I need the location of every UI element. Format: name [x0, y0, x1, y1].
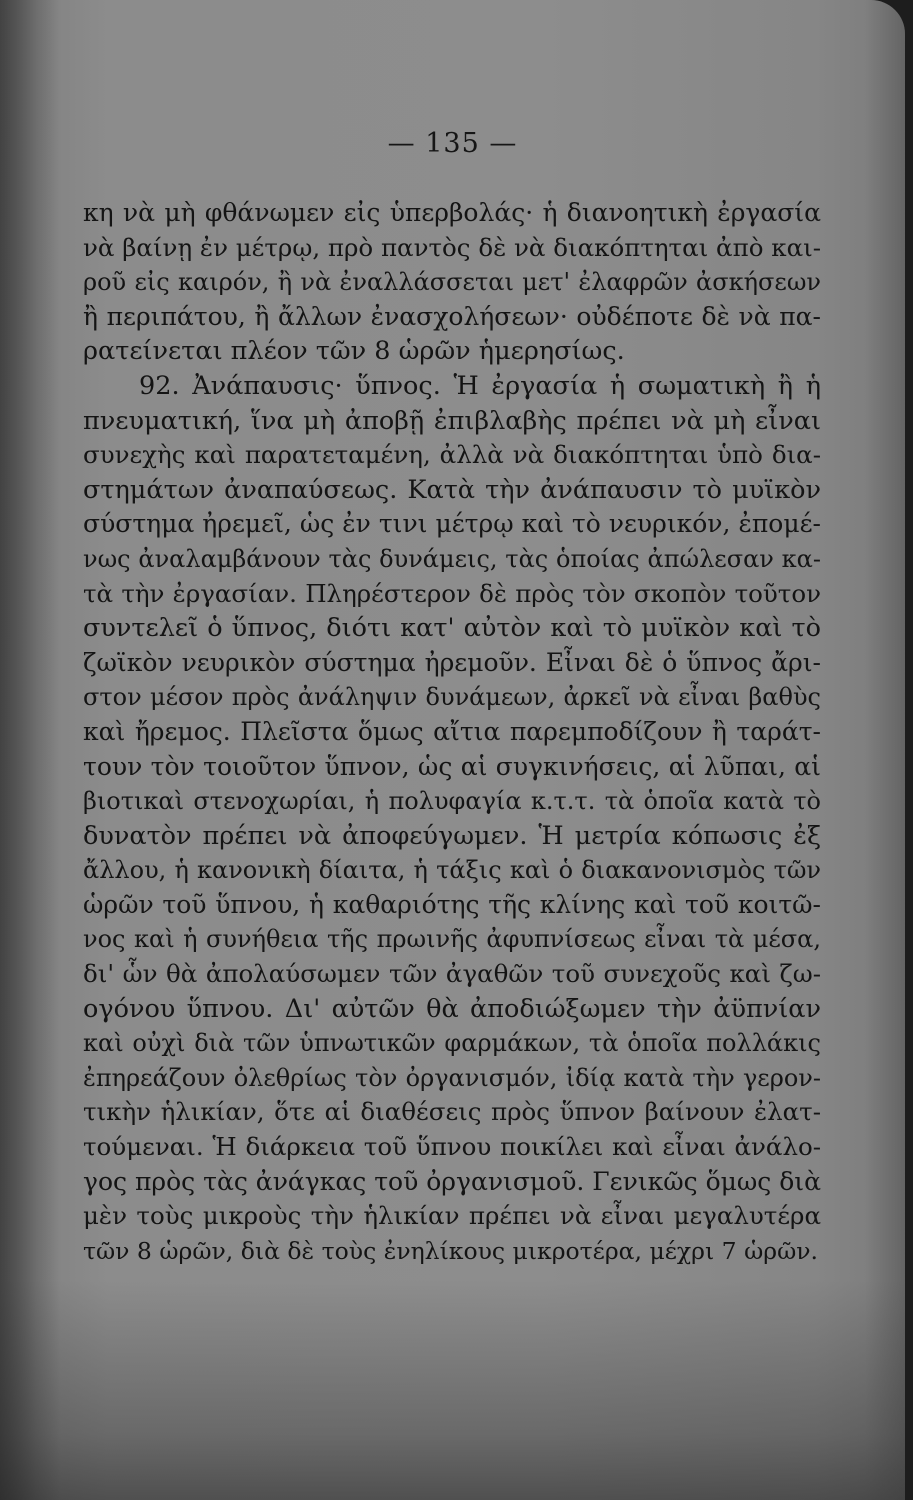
text-line: νος καὶ ἡ συνήθεια τῆς πρωινῆς ἀφυπνίσεως εἶναι τὰ μέσα, — [83, 925, 821, 954]
text-line: σύστημα ἠρεμεῖ, ὡς ἐν τινι μέτρῳ καὶ τὸ νευρικόν, ἐπομέ- — [83, 509, 821, 539]
text-line: νὰ βαίνῃ ἐν μέτρῳ, πρὸ παντὸς δὲ νὰ διακόπτηται ἀπὸ και- — [83, 232, 821, 262]
text-line: ἐπηρεάζουν ὀλεθρίως τὸν ὀργανισμόν, ἰδίᾳ κατὰ τὴν γερον- — [83, 1063, 821, 1092]
text-line: δυνατὸν πρέπει νὰ ἀποφεύγωμεν. Ἡ μετρία κόπωσις ἐξ — [83, 820, 821, 851]
text-line: ἢ περιπάτου, ἢ ἄλλων ἐνασχολήσεων· οὐδέποτε δὲ νὰ πα- — [83, 301, 821, 331]
text-line: ροῦ εἰς καιρόν, ἢ νὰ ἐναλλάσσεται μετ' ἐλαφρῶν ἀσκήσεων — [83, 268, 821, 297]
text-line: νως ἀναλαμβάνουν τὰς δυνάμεις, τὰς ὁποίας ἀπώλεσαν κα- — [83, 544, 821, 573]
text-line: ογόνου ὕπνου. Δι' αὐτῶν θὰ ἀποδιώξωμεν τὴν ἀϋπνίαν — [83, 993, 821, 1024]
text-line: τικὴν ἡλικίαν, ὅτε αἱ διαθέσεις πρὸς ὕπνον βαίνουν ἐλατ- — [83, 1097, 821, 1127]
text-line: τούμεναι. Ἡ διάρκεια τοῦ ὕπνου ποικίλει καὶ εἶναι ἀνάλο- — [83, 1132, 821, 1162]
text-line: ὡρῶν τοῦ ὕπνου, ἡ καθαριότης τῆς κλίνης καὶ τοῦ κοιτῶ- — [83, 889, 821, 919]
text-line: συνεχὴς καὶ παρατεταμένη, ἀλλὰ νὰ διακόπτηται ὑπὸ δια- — [83, 440, 821, 470]
text-line: τῶν 8 ὡρῶν, διὰ δὲ τοὺς ἐνηλίκους μικροτέρα, μέχρι 7 ὡρῶν. — [83, 1236, 818, 1265]
text-line: δι' ὧν θὰ ἀπολαύσωμεν τῶν ἀγαθῶν τοῦ συνεχοῦς καὶ ζω- — [83, 959, 821, 989]
section-heading-line: 92. Ἀνάπαυσις· ὕπνος. Ἡ ἐργασία ἡ σωματικὴ ἢ ἡ — [139, 370, 821, 401]
text-line: καὶ ἤρεμος. Πλεῖστα ὅμως αἴτια παρεμποδίζουν ἢ ταράτ- — [83, 716, 821, 746]
text-line: τουν τὸν τοιοῦτον ὕπνον, ὡς αἱ συγκινήσεις, αἱ λῦπαι, αἱ — [83, 751, 821, 781]
text-line: τὰ τὴν ἐργασίαν. Πληρέστερον δὲ πρὸς τὸν σκοπὸν τοῦτον — [83, 578, 821, 608]
text-line: καὶ οὐχὶ διὰ τῶν ὑπνωτικῶν φαρμάκων, τὰ ὁποῖα πολλάκις — [83, 1029, 821, 1058]
text-line: ζωϊκὸν νευρικὸν σύστημα ἠρεμοῦν. Εἶναι δὲ ὁ ὕπνος ἄρι- — [83, 647, 821, 677]
page-edge-shadow — [865, 0, 905, 1500]
text-line: κη νὰ μὴ φθάνωμεν εἰς ὑπερβολάς· ἡ διανοητικὴ ἐργασία — [83, 198, 821, 227]
text-line: στον μέσον πρὸς ἀνάληψιν δυνάμεων, ἀρκεῖ νὰ εἶναι βαθὺς — [83, 683, 821, 712]
body-text — [83, 196, 821, 1268]
text-line: πνευματική, ἵνα μὴ ἀποβῇ ἐπιβλαβὴς πρέπει νὰ μὴ εἶναι — [83, 405, 821, 436]
text-line: μὲν τοὺς μικροὺς τὴν ἡλικίαν πρέπει νὰ εἶναι μεγαλυτέρα — [83, 1201, 821, 1231]
page-number: — 135 — — [387, 128, 518, 159]
text-line: γος πρὸς τὰς ἀνάγκας τοῦ ὀργανισμοῦ. Γενικῶς ὅμως διὰ — [83, 1166, 821, 1196]
text-line: συντελεῖ ὁ ὕπνος, διότι κατ' αὐτὸν καὶ τὸ μυϊκὸν καὶ τὸ — [83, 613, 821, 644]
text-line: ἄλλου, ἡ κανονικὴ δίαιτα, ἡ τάξις καὶ ὁ διακανονισμὸς τῶν — [83, 856, 821, 885]
text-line: ρατείνεται πλέον τῶν 8 ὡρῶν ἡμερησίως. — [83, 336, 625, 367]
text-line: βιοτικαὶ στενοχωρίαι, ἡ πολυφαγία κ.τ.τ. τὰ ὁποῖα κατὰ τὸ — [83, 787, 821, 816]
text-line: στημάτων ἀναπαύσεως. Κατὰ τὴν ἀνάπαυσιν τὸ μυϊκὸν — [83, 474, 821, 505]
